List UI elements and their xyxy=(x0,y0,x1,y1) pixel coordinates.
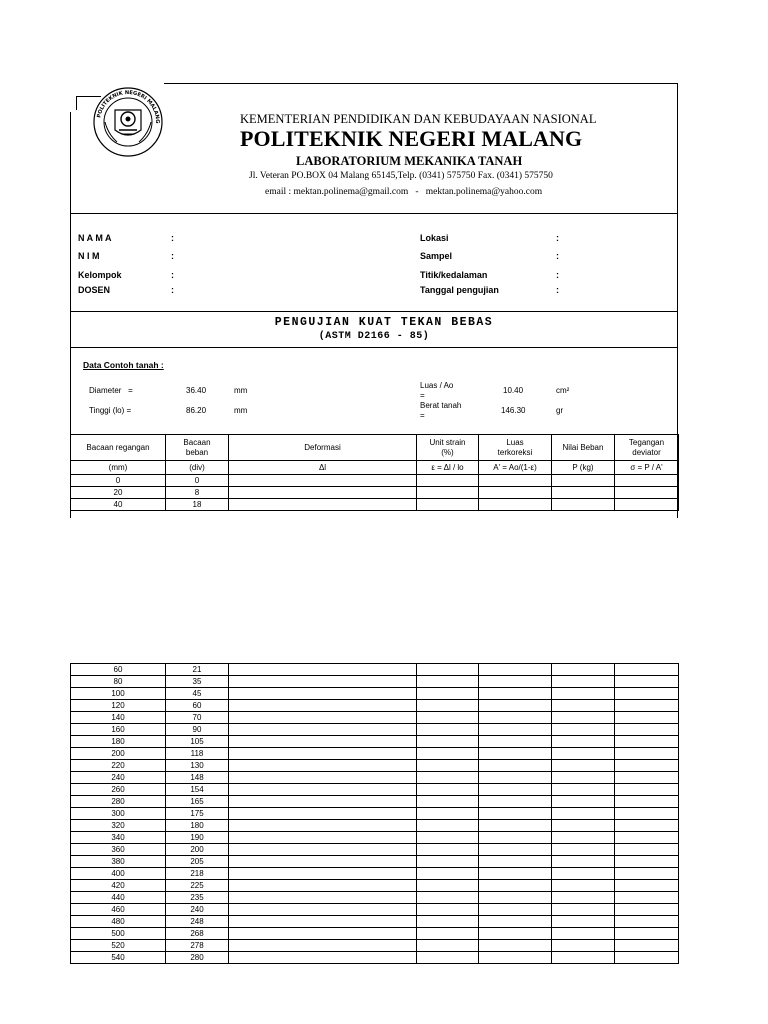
cell-empty xyxy=(479,772,552,784)
colon-lokasi: : xyxy=(556,233,559,243)
cell-empty xyxy=(479,724,552,736)
cell-empty xyxy=(479,487,552,499)
table-row xyxy=(71,760,679,772)
cell-empty xyxy=(479,892,552,904)
cell-regangan: 180 xyxy=(71,736,166,748)
table-row xyxy=(71,664,679,676)
label-dosen: DOSEN xyxy=(78,285,111,295)
cell-empty xyxy=(615,868,679,880)
cell-empty xyxy=(417,892,479,904)
cell-empty xyxy=(417,832,479,844)
cell-empty xyxy=(417,868,479,880)
height-unit: mm xyxy=(234,406,248,415)
cell-beban: 154 xyxy=(166,784,229,796)
cell-empty xyxy=(552,808,615,820)
cell-empty xyxy=(417,904,479,916)
table-row xyxy=(71,736,679,748)
cell-empty xyxy=(552,724,615,736)
cell-empty xyxy=(479,475,552,487)
cell-empty xyxy=(552,676,615,688)
table-row xyxy=(71,868,679,880)
test-title: PENGUJIAN KUAT TEKAN BEBAS xyxy=(274,316,494,329)
cell-regangan: 300 xyxy=(71,808,166,820)
cell-empty xyxy=(417,688,479,700)
cell-regangan: 540 xyxy=(71,952,166,964)
cell-beban: 180 xyxy=(166,820,229,832)
area-eq: = xyxy=(420,391,425,400)
cell-beban: 235 xyxy=(166,892,229,904)
unit-beban: (div) xyxy=(166,461,229,475)
cell-regangan: 460 xyxy=(71,904,166,916)
cell-empty xyxy=(229,676,417,688)
cell-empty xyxy=(615,700,679,712)
cell-empty xyxy=(417,928,479,940)
unit-tegangan: σ = P / A' xyxy=(615,461,679,475)
table-row xyxy=(71,808,679,820)
cell-regangan: 140 xyxy=(71,712,166,724)
height-value: 86.20 xyxy=(186,406,207,415)
cell-beban: 248 xyxy=(166,916,229,928)
cell-regangan: 80 xyxy=(71,676,166,688)
cell-empty xyxy=(417,712,479,724)
weight-label: Berat tanah xyxy=(420,401,462,410)
header-nilai-beban: Nilai Beban xyxy=(552,435,615,461)
table-row xyxy=(71,940,679,952)
cell-regangan: 200 xyxy=(71,748,166,760)
cell-empty xyxy=(615,856,679,868)
cell-beban: 218 xyxy=(166,868,229,880)
cell-empty xyxy=(615,499,679,511)
cell-beban: 280 xyxy=(166,952,229,964)
divider-2 xyxy=(70,311,678,312)
table-row xyxy=(71,904,679,916)
cell-empty xyxy=(229,856,417,868)
cell-empty xyxy=(552,832,615,844)
cell-regangan: 360 xyxy=(71,844,166,856)
cell-empty xyxy=(229,724,417,736)
cell-empty xyxy=(552,796,615,808)
cell-empty xyxy=(479,940,552,952)
cell-empty xyxy=(417,856,479,868)
header-luas-terkoreksi: Luas terkoreksi xyxy=(479,435,552,461)
laboratory-name: LABORATORIUM MEKANIKA TANAH xyxy=(296,154,523,168)
cell-empty xyxy=(229,796,417,808)
cell-empty xyxy=(552,928,615,940)
cell-empty xyxy=(615,724,679,736)
cell-beban: 60 xyxy=(166,700,229,712)
cell-empty xyxy=(479,676,552,688)
cell-regangan: 100 xyxy=(71,688,166,700)
table-row xyxy=(71,928,679,940)
cell-empty xyxy=(229,772,417,784)
cell-empty xyxy=(552,880,615,892)
cell-empty xyxy=(417,499,479,511)
cell-empty xyxy=(417,748,479,760)
cell-empty xyxy=(479,688,552,700)
cell-empty xyxy=(615,940,679,952)
cell-beban: 148 xyxy=(166,772,229,784)
cell-empty xyxy=(615,487,679,499)
divider-1 xyxy=(70,213,678,214)
logo-text: POLITEKNIK NEGERI MALANG xyxy=(96,89,161,124)
strain-table-bottom xyxy=(70,663,679,964)
cell-empty xyxy=(229,487,417,499)
area-unit: cm² xyxy=(556,386,570,395)
cell-empty xyxy=(229,844,417,856)
cell-empty xyxy=(552,784,615,796)
cell-empty xyxy=(479,748,552,760)
cell-empty xyxy=(417,700,479,712)
cell-empty xyxy=(552,487,615,499)
colon-titik: : xyxy=(556,270,559,280)
cell-beban: 225 xyxy=(166,880,229,892)
header-bacaan-beban: Bacaan beban xyxy=(166,435,229,461)
table-row xyxy=(71,844,679,856)
cell-empty xyxy=(552,892,615,904)
cell-regangan: 380 xyxy=(71,856,166,868)
cell-empty xyxy=(615,808,679,820)
cell-empty xyxy=(615,952,679,964)
cell-regangan: 420 xyxy=(71,880,166,892)
cell-regangan: 400 xyxy=(71,868,166,880)
cell-empty xyxy=(229,688,417,700)
cell-beban: 130 xyxy=(166,760,229,772)
cell-empty xyxy=(229,664,417,676)
table-row xyxy=(71,499,679,511)
email-line: email : mektan.polinema@gmail.com - mektan.polinema@yahoo.com xyxy=(265,187,543,197)
colon-nim: : xyxy=(171,251,174,261)
cell-empty xyxy=(229,748,417,760)
cell-empty xyxy=(229,880,417,892)
cell-empty xyxy=(417,772,479,784)
cell-beban: 118 xyxy=(166,748,229,760)
cell-empty xyxy=(479,928,552,940)
cell-regangan: 0 xyxy=(71,475,166,487)
cell-empty xyxy=(229,832,417,844)
label-nama: N A M A xyxy=(78,233,112,243)
cell-empty xyxy=(417,820,479,832)
height-label: Tinggi (lo) = xyxy=(89,406,132,415)
cell-empty xyxy=(479,700,552,712)
cell-beban: 240 xyxy=(166,904,229,916)
cell-regangan: 40 xyxy=(71,499,166,511)
cell-empty xyxy=(615,772,679,784)
cell-empty xyxy=(479,664,552,676)
area-label: Luas / Ao xyxy=(420,381,454,390)
cell-beban: 35 xyxy=(166,676,229,688)
cell-regangan: 220 xyxy=(71,760,166,772)
cell-empty xyxy=(229,940,417,952)
cell-empty xyxy=(417,916,479,928)
cell-empty xyxy=(479,808,552,820)
cell-empty xyxy=(417,487,479,499)
diameter-value: 36.40 xyxy=(186,386,207,395)
cell-beban: 268 xyxy=(166,928,229,940)
weight-value: 146.30 xyxy=(501,406,526,415)
header-bacaan-regangan: Bacaan regangan xyxy=(71,435,166,461)
cell-regangan: 160 xyxy=(71,724,166,736)
cell-beban: 165 xyxy=(166,796,229,808)
colon-nama: : xyxy=(171,233,174,243)
cell-empty xyxy=(229,952,417,964)
cell-empty xyxy=(552,700,615,712)
cell-empty xyxy=(229,760,417,772)
cell-empty xyxy=(615,916,679,928)
cell-empty xyxy=(479,712,552,724)
header-tegangan-deviator: Tegangan deviator xyxy=(615,435,679,461)
table-row xyxy=(71,892,679,904)
unit-deformasi: Δl xyxy=(229,461,417,475)
cell-beban: 8 xyxy=(166,487,229,499)
cell-empty xyxy=(552,856,615,868)
cell-empty xyxy=(417,784,479,796)
table-row xyxy=(71,748,679,760)
cell-beban: 175 xyxy=(166,808,229,820)
cell-empty xyxy=(552,748,615,760)
cell-empty xyxy=(615,832,679,844)
cell-empty xyxy=(552,940,615,952)
cell-beban: 105 xyxy=(166,736,229,748)
cell-empty xyxy=(417,808,479,820)
cell-empty xyxy=(552,664,615,676)
cell-empty xyxy=(552,760,615,772)
label-titik: Titik/kedalaman xyxy=(420,270,488,280)
table-row xyxy=(71,880,679,892)
table-row xyxy=(71,796,679,808)
cell-empty xyxy=(229,736,417,748)
unit-strain: ε = Δl / lo xyxy=(417,461,479,475)
colon-dosen: : xyxy=(171,285,174,295)
cell-empty xyxy=(479,499,552,511)
table-row xyxy=(71,688,679,700)
cell-empty xyxy=(615,760,679,772)
cell-empty xyxy=(229,820,417,832)
cell-empty xyxy=(229,916,417,928)
cell-empty xyxy=(615,475,679,487)
cell-empty xyxy=(479,868,552,880)
weight-eq: = xyxy=(420,411,425,420)
cell-empty xyxy=(615,784,679,796)
cell-beban: 18 xyxy=(166,499,229,511)
cell-empty xyxy=(417,676,479,688)
logo-corner-v xyxy=(76,96,77,110)
table-header-row xyxy=(71,435,679,461)
cell-regangan: 240 xyxy=(71,772,166,784)
cell-empty xyxy=(479,832,552,844)
cell-empty xyxy=(615,904,679,916)
cell-beban: 205 xyxy=(166,856,229,868)
table-row xyxy=(71,832,679,844)
cell-empty xyxy=(615,796,679,808)
sample-heading: Data Contoh tanah : xyxy=(83,360,164,370)
header-unit-strain: Unit strain (%) xyxy=(417,435,479,461)
cell-empty xyxy=(417,796,479,808)
table-units-row xyxy=(71,461,679,475)
cell-empty xyxy=(479,904,552,916)
cell-empty xyxy=(229,892,417,904)
label-nim: N I M xyxy=(78,251,100,261)
cell-empty xyxy=(615,736,679,748)
cell-empty xyxy=(552,904,615,916)
cell-empty xyxy=(417,940,479,952)
institution-name: POLITEKNIK NEGERI MALANG xyxy=(240,126,583,151)
address-line: Jl. Veteran PO.BOX 04 Malang 65145,Telp. (0341) 575750 Fax. (0341) 575750 xyxy=(249,171,553,181)
cell-empty xyxy=(479,784,552,796)
cell-empty xyxy=(615,688,679,700)
table-row xyxy=(71,916,679,928)
cell-beban: 0 xyxy=(166,475,229,487)
table-row xyxy=(71,475,679,487)
cell-empty xyxy=(615,664,679,676)
cell-empty xyxy=(552,736,615,748)
diameter-label: Diameter = xyxy=(89,386,133,395)
institution-logo xyxy=(91,86,167,158)
cell-empty xyxy=(417,475,479,487)
cell-empty xyxy=(552,916,615,928)
ministry-name: KEMENTERIAN PENDIDIKAN DAN KEBUDAYAAN NASIONAL xyxy=(240,112,597,126)
cell-empty xyxy=(479,820,552,832)
table-row xyxy=(71,856,679,868)
header-deformasi: Deformasi xyxy=(229,435,417,461)
cell-empty xyxy=(615,712,679,724)
cell-empty xyxy=(552,712,615,724)
cell-beban: 200 xyxy=(166,844,229,856)
cell-empty xyxy=(417,880,479,892)
cell-empty xyxy=(552,475,615,487)
cell-regangan: 60 xyxy=(71,664,166,676)
cell-regangan: 480 xyxy=(71,916,166,928)
table-row xyxy=(71,724,679,736)
cell-empty xyxy=(615,892,679,904)
table-row xyxy=(71,772,679,784)
colon-sampel: : xyxy=(556,251,559,261)
cell-empty xyxy=(552,868,615,880)
cell-empty xyxy=(417,736,479,748)
table-row xyxy=(71,712,679,724)
cell-beban: 278 xyxy=(166,940,229,952)
table-row xyxy=(71,784,679,796)
cell-empty xyxy=(229,499,417,511)
colon-kelompok: : xyxy=(171,270,174,280)
cell-empty xyxy=(417,844,479,856)
table-row xyxy=(71,820,679,832)
cell-empty xyxy=(229,904,417,916)
cell-regangan: 440 xyxy=(71,892,166,904)
label-kelompok: Kelompok xyxy=(78,270,122,280)
cell-empty xyxy=(479,952,552,964)
cell-beban: 90 xyxy=(166,724,229,736)
label-lokasi: Lokasi xyxy=(420,233,449,243)
cell-empty xyxy=(552,499,615,511)
cell-regangan: 120 xyxy=(71,700,166,712)
cell-beban: 45 xyxy=(166,688,229,700)
label-tanggal: Tanggal pengujian xyxy=(420,285,499,295)
colon-tanggal: : xyxy=(556,285,559,295)
strain-table-top xyxy=(70,434,679,511)
table-row xyxy=(71,952,679,964)
cell-regangan: 320 xyxy=(71,820,166,832)
area-value: 10.40 xyxy=(503,386,524,395)
cell-empty xyxy=(552,820,615,832)
cell-regangan: 280 xyxy=(71,796,166,808)
table-row xyxy=(71,487,679,499)
cell-beban: 70 xyxy=(166,712,229,724)
cell-empty xyxy=(615,880,679,892)
cell-empty xyxy=(615,928,679,940)
weight-unit: gr xyxy=(556,406,564,415)
cell-empty xyxy=(615,748,679,760)
unit-regangan: (mm) xyxy=(71,461,166,475)
cell-empty xyxy=(417,760,479,772)
cell-empty xyxy=(229,808,417,820)
cell-regangan: 520 xyxy=(71,940,166,952)
table-row xyxy=(71,676,679,688)
cell-empty xyxy=(615,820,679,832)
table-row xyxy=(71,700,679,712)
cell-empty xyxy=(552,952,615,964)
cell-regangan: 340 xyxy=(71,832,166,844)
cell-regangan: 20 xyxy=(71,487,166,499)
cell-empty xyxy=(417,724,479,736)
cell-empty xyxy=(479,796,552,808)
cell-empty xyxy=(229,784,417,796)
cell-empty xyxy=(229,475,417,487)
cell-regangan: 500 xyxy=(71,928,166,940)
cell-empty xyxy=(552,688,615,700)
cell-empty xyxy=(479,844,552,856)
cell-empty xyxy=(615,676,679,688)
cell-empty xyxy=(229,928,417,940)
cell-empty xyxy=(479,856,552,868)
cell-empty xyxy=(229,712,417,724)
test-standard: (ASTM D2166 - 85) xyxy=(318,331,430,342)
unit-beban-kg: P (kg) xyxy=(552,461,615,475)
cell-empty xyxy=(552,844,615,856)
cell-beban: 21 xyxy=(166,664,229,676)
cell-empty xyxy=(615,844,679,856)
diameter-unit: mm xyxy=(234,386,248,395)
frame-top-line xyxy=(164,83,678,84)
cell-empty xyxy=(479,760,552,772)
cell-empty xyxy=(417,952,479,964)
cell-regangan: 260 xyxy=(71,784,166,796)
unit-luas: A' = Ao/(1-ε) xyxy=(479,461,552,475)
cell-empty xyxy=(229,700,417,712)
label-sampel: Sampel xyxy=(420,251,453,261)
cell-empty xyxy=(479,916,552,928)
cell-empty xyxy=(479,880,552,892)
cell-empty xyxy=(229,868,417,880)
cell-empty xyxy=(479,736,552,748)
cell-empty xyxy=(417,664,479,676)
divider-3 xyxy=(70,347,678,348)
cell-empty xyxy=(552,772,615,784)
cell-beban: 190 xyxy=(166,832,229,844)
